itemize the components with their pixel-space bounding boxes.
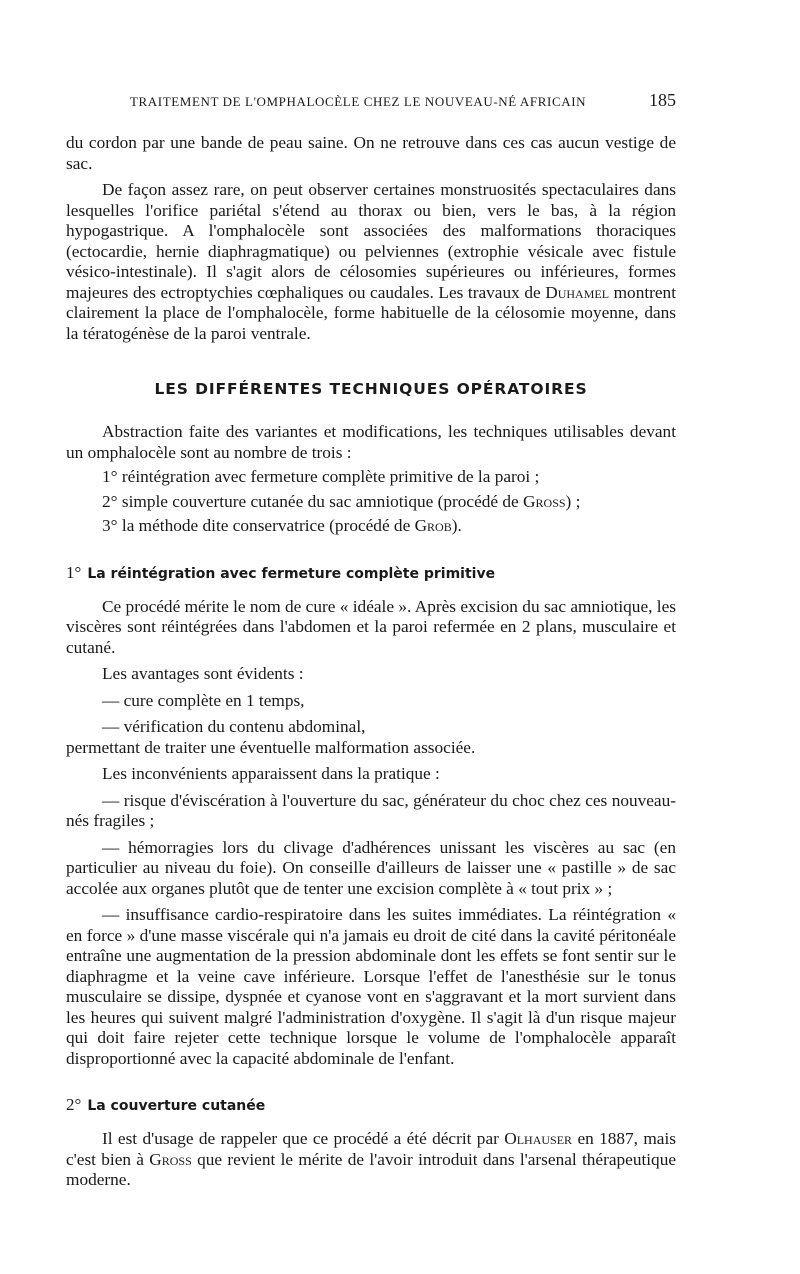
drawback-item: — risque d'éviscération à l'ouverture du sac, générateur du choc chez ces nouveau-nés fragiles ; [66,790,676,830]
page [66,90,676,1191]
drawback-item: — hémorragies lors du clivage d'adhérences unissant les viscères au sac (en particulier au niveau du foie). On conseille d'ailleurs de laisser une « pastille » de sac accolée aux organes plutôt que de tenter une excision complète à « tout prix » ; [66,837,676,898]
subsection-heading-2: 2° La couverture cutanée [66,1095,266,1114]
advantage-item: — vérification du contenu abdominal, [102,717,366,736]
paragraph-monstruosites: De façon assez rare, on peut observer certaines monstruosités spectaculaires dans lesquelles l'orifice pariétal s'étend au thorax ou bien, vers le bas, à la région hypogastrique. A l'omphalocèle sont associées des malformations thoraciques (ectocardie, hernie diaphragmatique) ou pelviennes (extrophie vésicale avec fistule vésico-intestinale). Il s'agit alors de célosomies supérieures ou inférieures, formes majeures des ectroptychies cœphaliques ou caudales. Les travaux de Duhamel montrent clairement la place de l'omphalocèle, forme habituelle de la célosomie moyenne, dans la tératogénèse de la paroi ventrale. [66,180,677,343]
drawback-item: — insuffisance cardio-respiratoire dans les suites immédiates. La réintégration « en force » d'une masse viscérale qui n'a jamais eu droit de cité dans la cavité péritonéale entraîne une augmentation de la pression abdominale dont les effets se font sentir sur le diaphragme et la veine cave inférieure. Lorsque l'effet de l'anesthésie sur le tonus musculaire se dissipe, dyspnée et cyanose vont en s'aggravant et la mort survient dans les heures qui suivent malgré l'administration d'oxygène. Il s'agit là d'un risque majeur qui doit faire rejeter cette technique lorsque le volume de l'omphalocèle apparaît disproportionné avec la capacité abdominale de l'enfant. [66,905,676,1068]
advantage-item: — cure complète en 1 temps, [102,690,305,710]
advantage-continuation: permettant de traiter une éventuelle malformation associée. [66,737,476,757]
subsection-heading-1: 1° La réintégration avec fermeture complète primitive [66,562,496,582]
running-title: TRAITEMENT DE L'OMPHALOCÈLE CHEZ LE NOUVEAU-NÉ AFRICAIN [130,94,587,109]
list-item: 2° simple couverture cutanée du sac amniotique (procédé de Gross) ; [102,491,581,511]
paragraph-cure-ideale: Ce procédé mérite le nom de cure « idéale ». Après excision du sac amniotique, les viscères sont réintégrées dans l'abdomen et la paroi refermée en 2 plans, musculaire et cutané. [66,596,676,657]
section-intro: Abstraction faite des variantes et modifications, les techniques utilisables devant un omphalocèle sont au nombre de trois : [66,422,676,462]
page-number: 185 [649,90,676,110]
author-name: Duhamel [545,282,610,302]
paragraph-historique: Il est d'usage de rappeler que ce procédé a été décrit par Olhauser en 1887, mais c'est bien à Gross que revient le mérite de l'avoir introduit dans l'arsenal thérapeutique moderne. [66,1129,677,1189]
drawbacks-intro: Les inconvénients apparaissent dans la pratique : [102,764,440,783]
section-title: LES DIFFÉRENTES TECHNIQUES OPÉRATOIRES [154,380,588,398]
paragraph-continuation: du cordon par une bande de peau saine. On ne retrouve dans ces cas aucun vestige de sac. [66,133,676,173]
advantages-intro: Les avantages sont évidents : [102,664,304,683]
list-item: 3° la méthode dite conservatrice (procédé de Grob). [102,516,462,535]
running-header [130,90,676,111]
list-item: 1° réintégration avec fermeture complète primitive de la paroi ; [102,467,540,486]
